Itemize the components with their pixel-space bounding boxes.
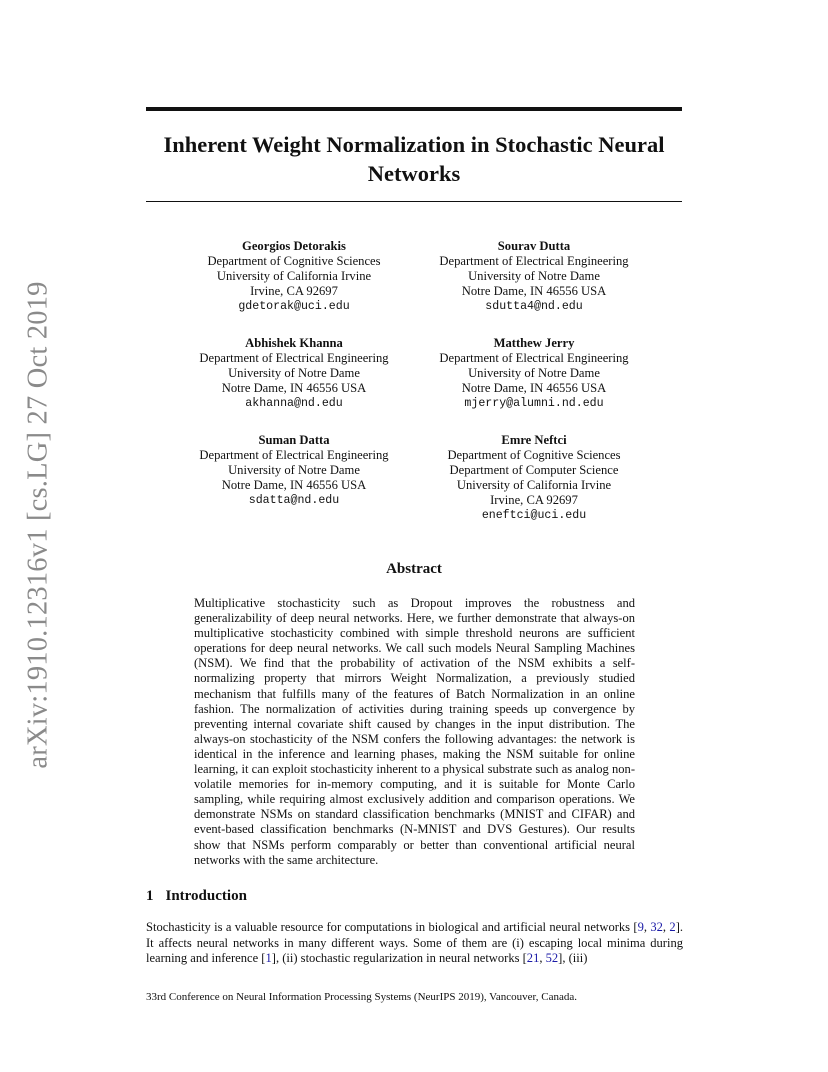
author-affiliation: University of Notre Dame (228, 366, 360, 380)
author-block (414, 239, 654, 314)
author-name: Emre Neftci (501, 433, 567, 447)
author-affiliation: Notre Dame, IN 46556 USA (221, 381, 367, 395)
author-email: eneftci@uci.edu (481, 509, 587, 522)
section-number: 1 (146, 888, 154, 904)
author-affiliation: Irvine, CA 92697 (490, 493, 578, 507)
author-affiliation: University of California Irvine (216, 269, 372, 283)
author-affiliation: Notre Dame, IN 46556 USA (221, 478, 367, 492)
author-email: mjerry@alumni.nd.edu (464, 397, 604, 410)
author-name: Abhishek Khanna (245, 336, 343, 350)
author-block (414, 336, 654, 411)
introduction-text: Stochasticity is a valuable resource for computations in biological and artificial neural networks [9, 32, 2]. It affects neural networks in many different ways. Some of them are (i) escaping local minima during learning and inference [1], (ii) stochastic regularization in neural networks [21, 52], (iii) (146, 920, 684, 966)
author-affiliation: University of California Irvine (456, 478, 612, 492)
citation-link[interactable]: 9 (637, 920, 644, 934)
author-affiliation: Notre Dame, IN 46556 USA (461, 284, 607, 298)
title-rule-top (146, 107, 682, 111)
author-block (174, 336, 414, 411)
author-affiliation: Department of Electrical Engineering (439, 351, 629, 365)
author-affiliation: Department of Computer Science (449, 463, 619, 477)
author-email: gdetorak@uci.edu (238, 300, 350, 313)
arxiv-stamp (14, 281, 64, 769)
author-affiliation: Department of Electrical Engineering (439, 254, 629, 268)
author-block (414, 433, 654, 523)
abstract-text: Multiplicative stochasticity such as Dropout improves the robustness and generalizability of deep neural networks. Here, we further demonstrate that always-on multiplicative stochasticity combined with simple threshold neurons are sufficient operations for deep neural networks. We call such models Neural Sampling Machines (NSM). We find that the probability of activation of the NSM exhibits a self-normalizing property that mirrors Weight Normalization, a previously studied mechanism that fulfills many of the features of Batch Normalization in an online fashion. The normalization of activities during training speeds up convergence by preventing internal covariate shift caused by changes in the input distribution. The always-on stochasticity of the NSM confers the following advantages: the network is identical in the inference and learning phases, making the NSM suitable for online learning, it can exploit stochasticity inherent to a physical substrate such as analog non-volatile memories for in-memory computing, and it is suitable for Monte Carlo sampling, while requiring almost exclusively addition and comparison operations. We demonstrate NSMs on standard classification benchmarks (MNIST and CIFAR) and event-based classification benchmarks (N-MNIST and DVS Gestures). Our results show that NSMs perform comparably or better than conventional artificial neural networks with the same architecture. (194, 596, 635, 867)
author-affiliation: University of Notre Dame (468, 366, 600, 380)
author-affiliation: Notre Dame, IN 46556 USA (461, 381, 607, 395)
author-affiliation: Department of Electrical Engineering (199, 448, 389, 462)
author-block (174, 239, 414, 314)
arxiv-id: arXiv:1910.12316v1 [cs.LG] 27 Oct 2019 (23, 281, 54, 769)
author-email: akhanna@nd.edu (245, 397, 343, 410)
citation-link[interactable]: 2 (669, 920, 676, 934)
author-affiliation: University of Notre Dame (468, 269, 600, 283)
author-block (174, 433, 414, 508)
citation-link[interactable]: 32 (650, 920, 663, 934)
author-name: Matthew Jerry (493, 336, 575, 350)
author-email: sdatta@nd.edu (248, 494, 340, 507)
author-affiliation: Department of Cognitive Sciences (207, 254, 381, 268)
conference-footnote: 33rd Conference on Neural Information Processing Systems (NeurIPS 2019), Vancouver, Canada. (146, 991, 578, 1003)
author-affiliation: Department of Cognitive Sciences (447, 448, 621, 462)
author-affiliation: Department of Electrical Engineering (199, 351, 389, 365)
citation-link[interactable]: 1 (265, 951, 272, 966)
author-affiliation: Irvine, CA 92697 (250, 284, 338, 298)
section-heading (146, 888, 247, 905)
author-name: Suman Datta (258, 433, 330, 447)
abstract-heading: Abstract (386, 561, 442, 577)
section-title: Introduction (165, 888, 247, 904)
paper-title: Inherent Weight Normalization in Stochastic Neural Networks (163, 132, 665, 186)
author-name: Georgios Detorakis (242, 239, 346, 253)
citation-link[interactable]: 52 (545, 951, 559, 966)
author-email: sdutta4@nd.edu (485, 300, 583, 313)
author-name: Sourav Dutta (497, 239, 571, 253)
title-rule-bottom (146, 201, 682, 202)
author-affiliation: University of Notre Dame (228, 463, 360, 477)
citation-link[interactable]: 21 (526, 951, 540, 966)
